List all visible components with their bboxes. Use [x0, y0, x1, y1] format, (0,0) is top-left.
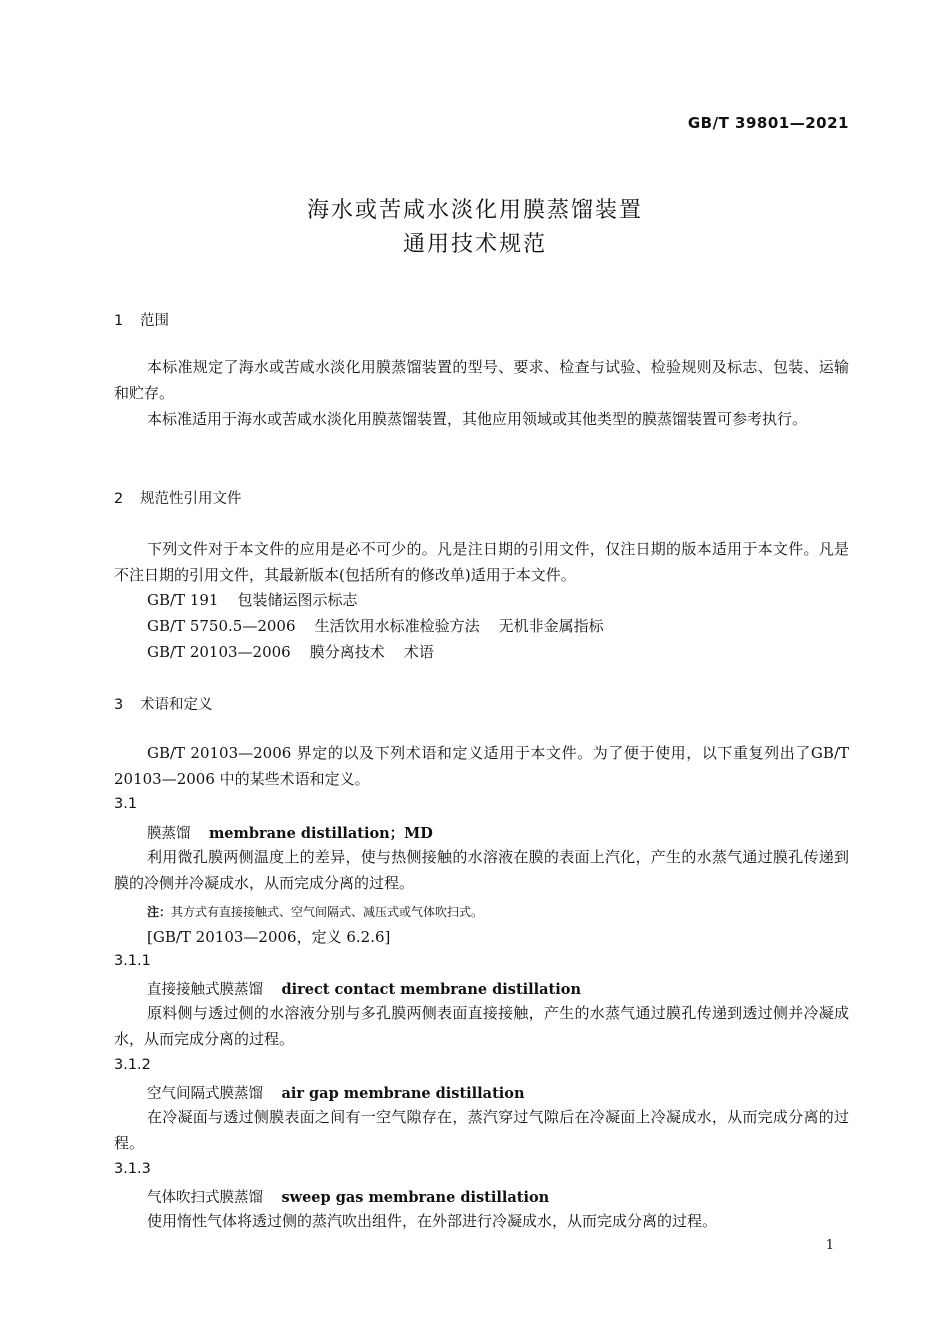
term-definition: 原料侧与透过侧的水溶液分别与多孔膜两侧表面直接接触，产生的水蒸气通过膜孔传递到透过侧并冷凝成水，从而完成分离的过程。	[114, 1004, 849, 1048]
term-number: 3.1	[114, 796, 138, 812]
section-heading-normative-references	[114, 487, 242, 508]
term-number: 3.1.2	[114, 1057, 151, 1073]
term-number: 3.1.3	[114, 1161, 151, 1177]
title-line-2: 通用技术规范	[402, 232, 547, 257]
section-title: 范围	[140, 313, 169, 329]
section-number: 1	[114, 313, 124, 329]
term-heading	[147, 822, 433, 843]
terms-intro-paragraph: GB/T 20103—2006 界定的以及下列术语和定义适用于本文件。为了便于使用，以下重复列出了GB/T 20103—2006 中的某些术语和定义。	[114, 744, 849, 788]
term-english: direct contact membrane distillation	[281, 981, 581, 998]
term-english: air gap membrane distillation	[281, 1085, 525, 1102]
term-english: sweep gas membrane distillation	[281, 1189, 550, 1206]
section-number: 3	[114, 697, 124, 713]
term-definition: 在冷凝面与透过侧膜表面之间有一空气隙存在，蒸汽穿过气隙后在冷凝面上冷凝成水，从而完成分离的过程。	[114, 1108, 849, 1152]
reference-item: GB/T 5750.5—2006 生活饮用水标准检验方法 无机非金属指标	[147, 617, 604, 635]
term-definition: 使用惰性气体将透过侧的蒸汽吹出组件，在外部进行冷凝成水，从而完成分离的过程。	[147, 1212, 718, 1230]
term-number: 3.1.1	[114, 953, 151, 969]
title-line-1: 海水或苦咸水淡化用膜蒸馏装置	[306, 198, 643, 223]
term-chinese: 空气间隔式膜蒸馏	[147, 1086, 263, 1102]
section-number: 2	[114, 491, 124, 507]
term-source: [GB/T 20103—2006，定义 6.2.6]	[147, 928, 391, 946]
scope-paragraph-1: 本标准规定了海水或苦咸水淡化用膜蒸馏装置的型号、要求、检查与试验、检验规则及标志、包装、运输和贮存。	[114, 358, 849, 402]
section-heading-scope	[114, 309, 169, 330]
note-label: 注：	[147, 905, 172, 919]
standard-code: GB/T 39801—2021	[687, 114, 849, 132]
term-chinese: 膜蒸馏	[147, 826, 191, 842]
scope-paragraph-2: 本标准适用于海水或苦咸水淡化用膜蒸馏装置，其他应用领域或其他类型的膜蒸馏装置可参考执行。	[147, 410, 808, 428]
term-heading	[147, 1186, 549, 1207]
term-definition: 利用微孔膜两侧温度上的差异，使与热侧接触的水溶液在膜的表面上汽化，产生的水蒸气通过膜孔传递到膜的冷侧并冷凝成水，从而完成分离的过程。	[114, 848, 849, 892]
reference-item: GB/T 191 包装储运图示标志	[147, 591, 358, 609]
term-note	[147, 903, 483, 920]
references-paragraph: 下列文件对于本文件的应用是必不可少的。凡是注日期的引用文件，仅注日期的版本适用于本文件。凡是不注日期的引用文件，其最新版本(包括所有的修改单)适用于本文件。	[114, 540, 849, 584]
reference-item: GB/T 20103—2006 膜分离技术 术语	[147, 643, 434, 661]
note-text: 其方式有直接接触式、空气间隔式、减压式或气体吹扫式。	[171, 905, 484, 919]
section-title: 规范性引用文件	[140, 491, 242, 507]
page-number: 1	[825, 1238, 834, 1253]
term-chinese: 直接接触式膜蒸馏	[147, 982, 263, 998]
section-heading-terms	[114, 693, 213, 714]
term-heading	[147, 978, 581, 999]
term-chinese: 气体吹扫式膜蒸馏	[147, 1190, 263, 1206]
document-title	[0, 194, 950, 262]
term-english: membrane distillation；MD	[208, 825, 433, 842]
term-heading	[147, 1082, 525, 1103]
section-title: 术语和定义	[140, 697, 213, 713]
